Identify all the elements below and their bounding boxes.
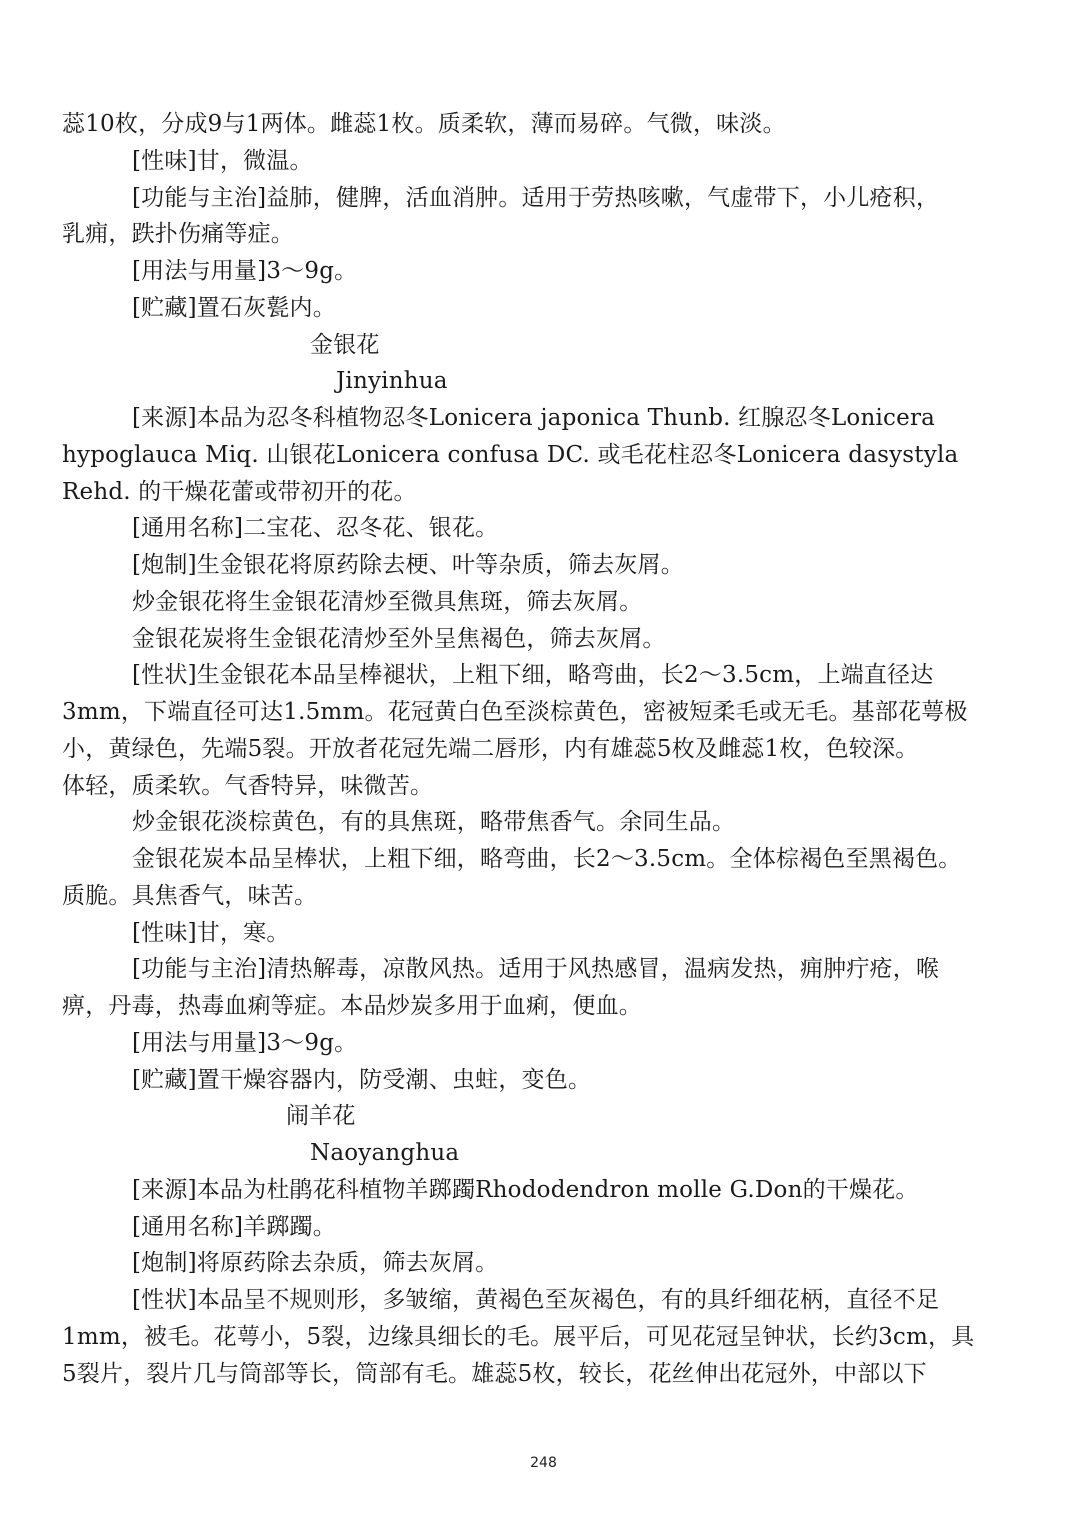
- body-text: [62, 106, 1032, 1392]
- text-line: [来源]本品为忍冬科植物忍冬Lonicera japonica Thunb. 红腺忍冬Lonicera: [132, 405, 936, 431]
- text-line: 痹，丹毒，热毒血痢等症。本品炒炭多用于血痢，便血。: [62, 993, 642, 1019]
- text-line: 乳痈，跌扑伤痛等症。: [62, 221, 294, 248]
- text-line: 5裂片，裂片几与筒部等长，筒部有毛。雄蕊5枚，较长，花丝伸出花冠外，中部以下: [62, 1360, 927, 1387]
- text-line: 金银花炭将生金银花清炒至外呈焦褐色，筛去灰屑。: [132, 625, 666, 652]
- text-line: hypoglauca Miq. 山银花Lonicera confusa DC. 或毛花柱忍冬Lonicera dasystyla: [62, 441, 959, 468]
- text-line: 金银花炭本品呈棒状，上粗下细，略弯曲，长2～3.5cm。全体棕褐色至黑褐色。: [132, 846, 962, 872]
- text-line: [功能与主治]清热解毒，凉散风热。适用于风热感冒，温病发热，痈肿疔疮，喉: [132, 956, 940, 983]
- text-line: [炮制]将原药除去杂质，筛去灰屑。: [132, 1250, 499, 1277]
- entry-pinyin-jinyinhua: Jinyinhua: [336, 368, 448, 395]
- text-line: [贮藏]置石灰甏内。: [132, 294, 336, 321]
- page-number: 248: [530, 1455, 557, 1471]
- text-line: 炒金银花将生金银花清炒至微具焦斑，筛去灰屑。: [132, 588, 643, 615]
- text-line: [性味]甘，微温。: [132, 147, 313, 174]
- text-line: [用法与用量]3～9g。: [132, 1029, 358, 1056]
- text-line: [性状]本品呈不规则形，多皱缩，黄褐色至灰褐色，有的具纤细花柄，直径不足: [132, 1287, 940, 1313]
- text-line: [来源]本品为杜鹃花科植物羊踯躅Rhododendron molle G.Don的干燥花。: [132, 1176, 919, 1203]
- text-line: [性状]生金银花本品呈棒褪状，上粗下细，略弯曲，长2～3.5cm，上端直径达: [132, 662, 934, 689]
- text-line: 蕊10枚，分成9与1两体。雌蕊1枚。质柔软，薄而易碎。气微，味淡。: [62, 111, 786, 137]
- text-line: [炮制]生金银花将原药除去梗、叶等杂质，筛去灰屑。: [132, 552, 684, 578]
- text-line: 炒金银花淡棕黄色，有的具焦斑，略带焦香气。余同生品。: [132, 809, 736, 836]
- text-line: Rehd. 的干燥花蕾或带初开的花。: [62, 478, 417, 505]
- text-line: [用法与用量]3～9g。: [132, 258, 358, 284]
- text-line: 1mm，被毛。花萼小，5裂，边缘具细长的毛。展平后，可见花冠呈钟状，长约3cm，具: [62, 1323, 975, 1350]
- text-line: 质脆。具焦香气，味苦。: [62, 882, 318, 909]
- text-line: [通用名称]二宝花、忍冬花、银花。: [132, 515, 499, 542]
- text-line: [性味]甘，寒。: [132, 919, 290, 946]
- text-line: 体轻，质柔软。气香特异，味微苦。: [62, 772, 434, 799]
- text-line: [功能与主治]益肺，健脾，活血消肿。适用于劳热咳嗽，气虚带下，小儿疮积，: [132, 184, 940, 211]
- text-line: [通用名称]羊踯躅。: [132, 1213, 336, 1240]
- entry-title-jinyinhua: 金银花: [310, 331, 380, 358]
- text-line: 3mm，下端直径可达1.5mm。花冠黄白色至淡棕黄色，密被短柔毛或无毛。基部花萼极: [62, 699, 968, 725]
- entry-pinyin-naoyanghua: Naoyanghua: [310, 1140, 460, 1166]
- text-line: 小，黄绿色，先端5裂。开放者花冠先端二唇形，内有雄蕊5枚及雌蕊1枚，色较深。: [62, 735, 919, 762]
- text-line: [贮藏]置干燥容器内，防受潮、虫蛀，变色。: [132, 1066, 592, 1093]
- entry-title-naoyanghua: 闹羊花: [286, 1103, 356, 1130]
